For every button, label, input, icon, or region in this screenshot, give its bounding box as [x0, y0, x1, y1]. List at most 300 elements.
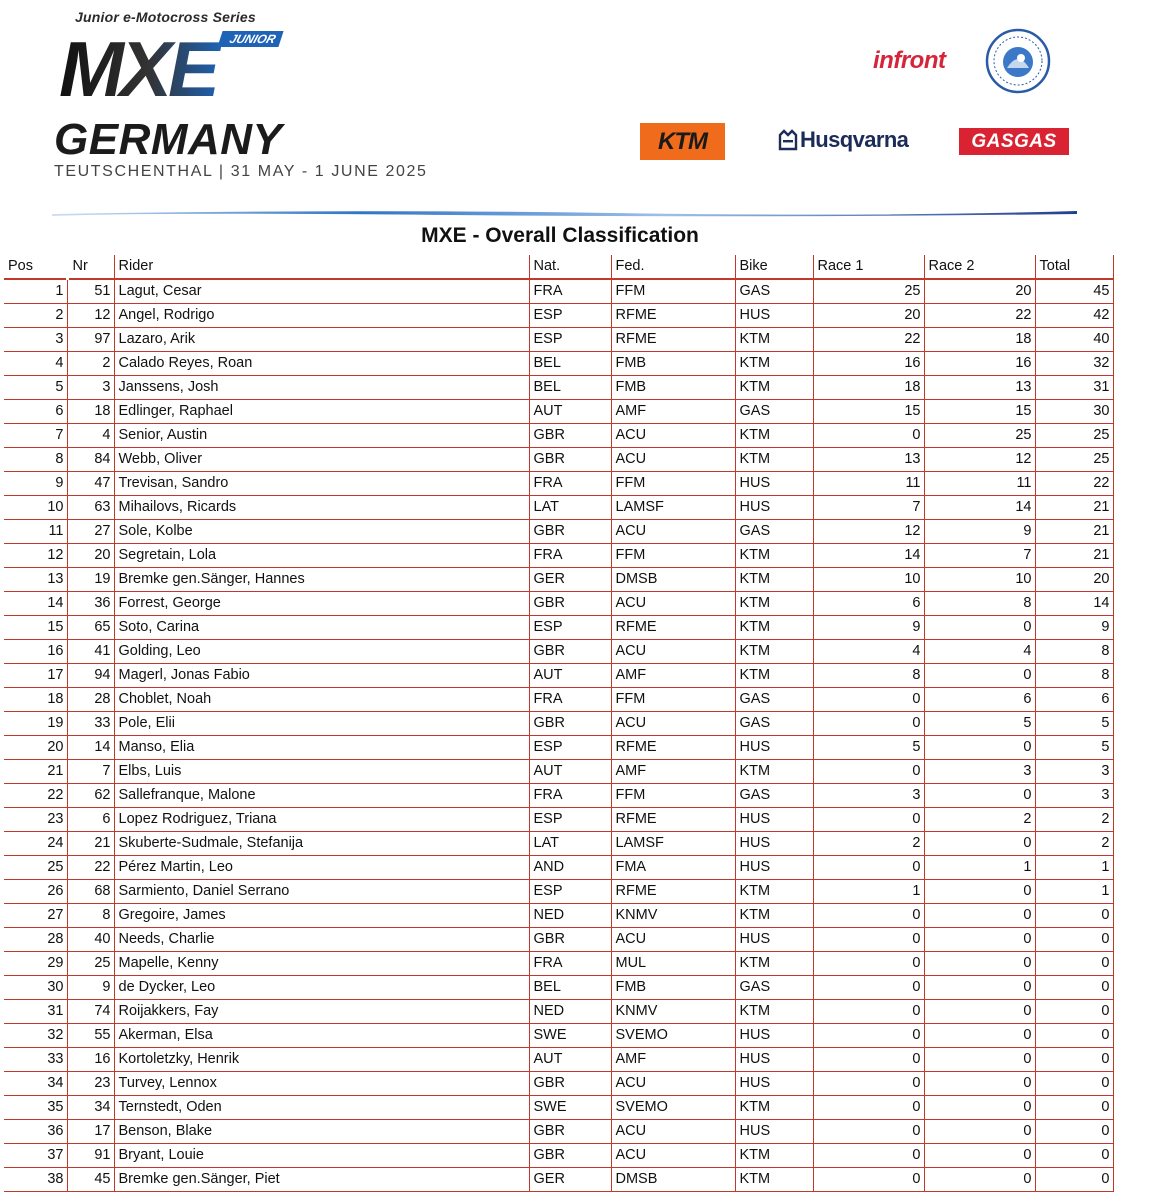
cell-fed: ACU — [611, 1120, 735, 1144]
cell-race1: 11 — [813, 472, 924, 496]
cell-total: 0 — [1035, 1000, 1113, 1024]
cell-bike: KTM — [735, 1168, 813, 1192]
cell-race2: 20 — [924, 279, 1035, 304]
cell-total: 3 — [1035, 784, 1113, 808]
table-row — [4, 640, 1113, 664]
cell-nr: 22 — [67, 856, 114, 880]
cell-race1: 13 — [813, 448, 924, 472]
cell-rider: Lagut, Cesar — [114, 279, 529, 304]
cell-race1: 6 — [813, 592, 924, 616]
cell-bike: KTM — [735, 616, 813, 640]
cell-bike: KTM — [735, 376, 813, 400]
cell-rider: Lazaro, Arik — [114, 328, 529, 352]
cell-race1: 0 — [813, 1096, 924, 1120]
cell-race2: 0 — [924, 832, 1035, 856]
cell-race2: 25 — [924, 424, 1035, 448]
cell-rider: Magerl, Jonas Fabio — [114, 664, 529, 688]
cell-total: 2 — [1035, 832, 1113, 856]
cell-total: 40 — [1035, 328, 1113, 352]
cell-pos: 7 — [4, 424, 67, 448]
table-row — [4, 928, 1113, 952]
cell-nat: AND — [529, 856, 611, 880]
cell-rider: Bryant, Louie — [114, 1144, 529, 1168]
cell-nr: 16 — [67, 1048, 114, 1072]
document-title: MXE - Overall Classification — [421, 224, 699, 247]
cell-race1: 8 — [813, 664, 924, 688]
cell-nat: ESP — [529, 880, 611, 904]
cell-pos: 36 — [4, 1120, 67, 1144]
cell-total: 0 — [1035, 952, 1113, 976]
cell-rider: Roijakkers, Fay — [114, 1000, 529, 1024]
cell-pos: 30 — [4, 976, 67, 1000]
ktm-logo: KTM — [640, 123, 725, 160]
cell-fed: FFM — [611, 279, 735, 304]
cell-total: 2 — [1035, 808, 1113, 832]
cell-pos: 2 — [4, 304, 67, 328]
table-row — [4, 736, 1113, 760]
cell-nat: FRA — [529, 688, 611, 712]
cell-bike: HUS — [735, 1120, 813, 1144]
cell-race2: 0 — [924, 736, 1035, 760]
cell-rider: Angel, Rodrigo — [114, 304, 529, 328]
cell-nat: FRA — [529, 784, 611, 808]
cell-nat: GER — [529, 568, 611, 592]
table-row — [4, 352, 1113, 376]
cell-total: 31 — [1035, 376, 1113, 400]
table-row — [4, 496, 1113, 520]
cell-pos: 8 — [4, 448, 67, 472]
cell-total: 14 — [1035, 592, 1113, 616]
cell-race2: 22 — [924, 304, 1035, 328]
cell-total: 5 — [1035, 712, 1113, 736]
cell-pos: 1 — [4, 279, 67, 304]
cell-pos: 3 — [4, 328, 67, 352]
cell-race1: 0 — [813, 424, 924, 448]
cell-bike: KTM — [735, 544, 813, 568]
cell-fed: ACU — [611, 712, 735, 736]
cell-rider: Akerman, Elsa — [114, 1024, 529, 1048]
cell-bike: HUS — [735, 472, 813, 496]
cell-nat: AUT — [529, 1048, 611, 1072]
table-row — [4, 1120, 1113, 1144]
cell-pos: 20 — [4, 736, 67, 760]
cell-race1: 3 — [813, 784, 924, 808]
cell-total: 20 — [1035, 568, 1113, 592]
series-name: Junior e-Motocross Series — [75, 9, 256, 25]
cell-race1: 22 — [813, 328, 924, 352]
cell-fed: DMSB — [611, 1168, 735, 1192]
cell-total: 0 — [1035, 1048, 1113, 1072]
cell-bike: KTM — [735, 568, 813, 592]
table-row — [4, 1072, 1113, 1096]
cell-pos: 14 — [4, 592, 67, 616]
cell-bike: KTM — [735, 640, 813, 664]
cell-race1: 25 — [813, 279, 924, 304]
column-header-race1: Race 1 — [813, 255, 924, 279]
column-header-bike: Bike — [735, 255, 813, 279]
cell-total: 21 — [1035, 496, 1113, 520]
cell-race1: 0 — [813, 688, 924, 712]
cell-total: 0 — [1035, 904, 1113, 928]
cell-nr: 51 — [67, 279, 114, 304]
cell-race1: 0 — [813, 712, 924, 736]
table-row — [4, 976, 1113, 1000]
event-venue-dates: TEUTSCHENTHAL | 31 MAY - 1 JUNE 2025 — [54, 163, 428, 180]
cell-race1: 0 — [813, 928, 924, 952]
cell-race2: 9 — [924, 520, 1035, 544]
cell-nr: 47 — [67, 472, 114, 496]
cell-pos: 11 — [4, 520, 67, 544]
table-body — [4, 279, 1113, 1192]
cell-nr: 74 — [67, 1000, 114, 1024]
cell-bike: HUS — [735, 1072, 813, 1096]
cell-race2: 0 — [924, 952, 1035, 976]
cell-rider: Webb, Oliver — [114, 448, 529, 472]
classification-table — [4, 255, 1114, 1192]
cell-race2: 10 — [924, 568, 1035, 592]
cell-race1: 7 — [813, 496, 924, 520]
cell-nat: GBR — [529, 640, 611, 664]
cell-nat: GBR — [529, 592, 611, 616]
cell-rider: Segretain, Lola — [114, 544, 529, 568]
cell-total: 22 — [1035, 472, 1113, 496]
cell-total: 0 — [1035, 928, 1113, 952]
cell-nr: 84 — [67, 448, 114, 472]
cell-pos: 6 — [4, 400, 67, 424]
cell-pos: 32 — [4, 1024, 67, 1048]
cell-race2: 1 — [924, 856, 1035, 880]
cell-fed: FMA — [611, 856, 735, 880]
cell-nr: 65 — [67, 616, 114, 640]
cell-fed: DMSB — [611, 568, 735, 592]
cell-race2: 3 — [924, 760, 1035, 784]
husqvarna-crown-icon — [778, 129, 798, 151]
cell-nr: 18 — [67, 400, 114, 424]
cell-race1: 0 — [813, 1024, 924, 1048]
cell-fed: RFME — [611, 328, 735, 352]
cell-rider: Calado Reyes, Roan — [114, 352, 529, 376]
table-row — [4, 448, 1113, 472]
cell-race1: 15 — [813, 400, 924, 424]
table-row — [4, 568, 1113, 592]
cell-race1: 9 — [813, 616, 924, 640]
cell-bike: GAS — [735, 520, 813, 544]
cell-race1: 0 — [813, 856, 924, 880]
cell-rider: de Dycker, Leo — [114, 976, 529, 1000]
cell-pos: 4 — [4, 352, 67, 376]
cell-rider: Janssens, Josh — [114, 376, 529, 400]
cell-rider: Forrest, George — [114, 592, 529, 616]
table-row — [4, 856, 1113, 880]
cell-race2: 7 — [924, 544, 1035, 568]
cell-rider: Elbs, Luis — [114, 760, 529, 784]
cell-nat: GBR — [529, 424, 611, 448]
cell-race2: 6 — [924, 688, 1035, 712]
table-row — [4, 1168, 1113, 1192]
cell-bike: KTM — [735, 760, 813, 784]
cell-race1: 0 — [813, 808, 924, 832]
cell-pos: 35 — [4, 1096, 67, 1120]
cell-nat: BEL — [529, 376, 611, 400]
column-header-rider: Rider — [114, 255, 529, 279]
cell-bike: HUS — [735, 928, 813, 952]
cell-nr: 14 — [67, 736, 114, 760]
table-row — [4, 376, 1113, 400]
cell-pos: 18 — [4, 688, 67, 712]
column-header-nr: Nr — [67, 255, 114, 279]
cell-nr: 62 — [67, 784, 114, 808]
cell-total: 0 — [1035, 1072, 1113, 1096]
cell-nat: GBR — [529, 928, 611, 952]
cell-pos: 15 — [4, 616, 67, 640]
event-country: GERMANY — [54, 115, 283, 164]
cell-nat: GBR — [529, 520, 611, 544]
cell-rider: Benson, Blake — [114, 1120, 529, 1144]
cell-race1: 2 — [813, 832, 924, 856]
cell-nr: 33 — [67, 712, 114, 736]
cell-pos: 10 — [4, 496, 67, 520]
cell-race1: 0 — [813, 1000, 924, 1024]
cell-pos: 5 — [4, 376, 67, 400]
cell-fed: SVEMO — [611, 1096, 735, 1120]
cell-bike: HUS — [735, 832, 813, 856]
cell-nr: 17 — [67, 1120, 114, 1144]
cell-fed: LAMSF — [611, 832, 735, 856]
table-row — [4, 712, 1113, 736]
cell-nat: ESP — [529, 808, 611, 832]
mxe-logo-text: MXE — [59, 28, 217, 108]
cell-fed: ACU — [611, 448, 735, 472]
cell-bike: GAS — [735, 712, 813, 736]
cell-total: 8 — [1035, 640, 1113, 664]
cell-bike: HUS — [735, 808, 813, 832]
cell-pos: 33 — [4, 1048, 67, 1072]
cell-race1: 20 — [813, 304, 924, 328]
cell-pos: 27 — [4, 904, 67, 928]
cell-race1: 0 — [813, 1144, 924, 1168]
cell-race2: 0 — [924, 976, 1035, 1000]
cell-nr: 55 — [67, 1024, 114, 1048]
table-row — [4, 832, 1113, 856]
cell-total: 3 — [1035, 760, 1113, 784]
cell-race2: 12 — [924, 448, 1035, 472]
cell-nr: 25 — [67, 952, 114, 976]
cell-nr: 7 — [67, 760, 114, 784]
cell-nat: BEL — [529, 976, 611, 1000]
cell-fed: SVEMO — [611, 1024, 735, 1048]
husqvarna-logo — [778, 127, 908, 153]
cell-bike: HUS — [735, 1048, 813, 1072]
cell-nr: 41 — [67, 640, 114, 664]
cell-fed: FMB — [611, 376, 735, 400]
cell-race1: 0 — [813, 1072, 924, 1096]
cell-bike: KTM — [735, 328, 813, 352]
cell-pos: 28 — [4, 928, 67, 952]
cell-race2: 0 — [924, 880, 1035, 904]
cell-fed: LAMSF — [611, 496, 735, 520]
cell-bike: KTM — [735, 448, 813, 472]
cell-total: 5 — [1035, 736, 1113, 760]
cell-nr: 20 — [67, 544, 114, 568]
cell-pos: 26 — [4, 880, 67, 904]
cell-rider: Mapelle, Kenny — [114, 952, 529, 976]
table-row — [4, 760, 1113, 784]
cell-nat: FRA — [529, 472, 611, 496]
cell-fed: ACU — [611, 424, 735, 448]
cell-fed: RFME — [611, 616, 735, 640]
cell-nat: GBR — [529, 1072, 611, 1096]
cell-nr: 94 — [67, 664, 114, 688]
cell-bike: HUS — [735, 736, 813, 760]
cell-pos: 16 — [4, 640, 67, 664]
cell-race2: 14 — [924, 496, 1035, 520]
cell-pos: 24 — [4, 832, 67, 856]
cell-total: 0 — [1035, 976, 1113, 1000]
cell-nat: NED — [529, 904, 611, 928]
cell-race1: 0 — [813, 760, 924, 784]
cell-nat: AUT — [529, 664, 611, 688]
cell-rider: Sarmiento, Daniel Serrano — [114, 880, 529, 904]
table-row — [4, 952, 1113, 976]
cell-nr: 68 — [67, 880, 114, 904]
cell-rider: Mihailovs, Ricards — [114, 496, 529, 520]
table-row — [4, 279, 1113, 304]
cell-race2: 0 — [924, 1096, 1035, 1120]
cell-nr: 27 — [67, 520, 114, 544]
cell-fed: AMF — [611, 664, 735, 688]
cell-nat: NED — [529, 1000, 611, 1024]
table-row — [4, 424, 1113, 448]
cell-total: 8 — [1035, 664, 1113, 688]
cell-total: 21 — [1035, 520, 1113, 544]
cell-fed: AMF — [611, 400, 735, 424]
cell-race2: 0 — [924, 784, 1035, 808]
cell-bike: HUS — [735, 304, 813, 328]
cell-total: 30 — [1035, 400, 1113, 424]
cell-fed: AMF — [611, 1048, 735, 1072]
cell-bike: KTM — [735, 664, 813, 688]
cell-nr: 4 — [67, 424, 114, 448]
cell-nr: 19 — [67, 568, 114, 592]
cell-race1: 0 — [813, 1048, 924, 1072]
cell-nr: 97 — [67, 328, 114, 352]
cell-pos: 19 — [4, 712, 67, 736]
cell-fed: RFME — [611, 736, 735, 760]
cell-fed: FFM — [611, 544, 735, 568]
cell-nr: 3 — [67, 376, 114, 400]
cell-total: 45 — [1035, 279, 1113, 304]
cell-nr: 91 — [67, 1144, 114, 1168]
cell-nat: ESP — [529, 304, 611, 328]
cell-race2: 0 — [924, 1000, 1035, 1024]
table-row — [4, 616, 1113, 640]
cell-fed: ACU — [611, 640, 735, 664]
cell-nr: 36 — [67, 592, 114, 616]
cell-bike: GAS — [735, 279, 813, 304]
cell-bike: HUS — [735, 1024, 813, 1048]
cell-rider: Trevisan, Sandro — [114, 472, 529, 496]
cell-total: 25 — [1035, 448, 1113, 472]
cell-nat: BEL — [529, 352, 611, 376]
cell-pos: 34 — [4, 1072, 67, 1096]
table-row — [4, 1144, 1113, 1168]
table-row — [4, 328, 1113, 352]
cell-nat: ESP — [529, 616, 611, 640]
cell-race1: 4 — [813, 640, 924, 664]
cell-race1: 5 — [813, 736, 924, 760]
cell-nat: SWE — [529, 1024, 611, 1048]
cell-race2: 0 — [924, 928, 1035, 952]
cell-race2: 5 — [924, 712, 1035, 736]
cell-total: 0 — [1035, 1096, 1113, 1120]
cell-total: 42 — [1035, 304, 1113, 328]
cell-rider: Kortoletzky, Henrik — [114, 1048, 529, 1072]
cell-nr: 12 — [67, 304, 114, 328]
cell-nat: FRA — [529, 279, 611, 304]
cell-nr: 34 — [67, 1096, 114, 1120]
cell-fed: RFME — [611, 880, 735, 904]
cell-nat: AUT — [529, 760, 611, 784]
table-row — [4, 1048, 1113, 1072]
cell-fed: KNMV — [611, 1000, 735, 1024]
cell-total: 0 — [1035, 1120, 1113, 1144]
cell-race1: 14 — [813, 544, 924, 568]
cell-pos: 9 — [4, 472, 67, 496]
cell-nat: GBR — [529, 712, 611, 736]
cell-fed: ACU — [611, 592, 735, 616]
cell-pos: 29 — [4, 952, 67, 976]
cell-nr: 6 — [67, 808, 114, 832]
cell-total: 1 — [1035, 856, 1113, 880]
cell-race1: 0 — [813, 952, 924, 976]
cell-bike: KTM — [735, 1096, 813, 1120]
table-row — [4, 880, 1113, 904]
cell-pos: 31 — [4, 1000, 67, 1024]
cell-race2: 16 — [924, 352, 1035, 376]
cell-rider: Gregoire, James — [114, 904, 529, 928]
table-row — [4, 1096, 1113, 1120]
table-row — [4, 304, 1113, 328]
table-row — [4, 664, 1113, 688]
cell-fed: MUL — [611, 952, 735, 976]
cell-race1: 0 — [813, 976, 924, 1000]
table-row — [4, 1024, 1113, 1048]
cell-fed: FFM — [611, 688, 735, 712]
cell-race1: 1 — [813, 880, 924, 904]
column-header-race2: Race 2 — [924, 255, 1035, 279]
cell-race2: 0 — [924, 904, 1035, 928]
cell-fed: FMB — [611, 352, 735, 376]
cell-nr: 40 — [67, 928, 114, 952]
cell-nr: 28 — [67, 688, 114, 712]
cell-nat: GBR — [529, 1120, 611, 1144]
cell-race1: 18 — [813, 376, 924, 400]
cell-race2: 2 — [924, 808, 1035, 832]
cell-total: 6 — [1035, 688, 1113, 712]
cell-bike: KTM — [735, 352, 813, 376]
cell-total: 0 — [1035, 1024, 1113, 1048]
cell-fed: FFM — [611, 472, 735, 496]
cell-race2: 15 — [924, 400, 1035, 424]
cell-race2: 0 — [924, 616, 1035, 640]
table-row — [4, 592, 1113, 616]
cell-rider: Skuberte-Sudmale, Stefanija — [114, 832, 529, 856]
cell-bike: KTM — [735, 904, 813, 928]
club-seal-icon — [985, 28, 1051, 94]
cell-total: 9 — [1035, 616, 1113, 640]
cell-race2: 13 — [924, 376, 1035, 400]
table-row — [4, 520, 1113, 544]
